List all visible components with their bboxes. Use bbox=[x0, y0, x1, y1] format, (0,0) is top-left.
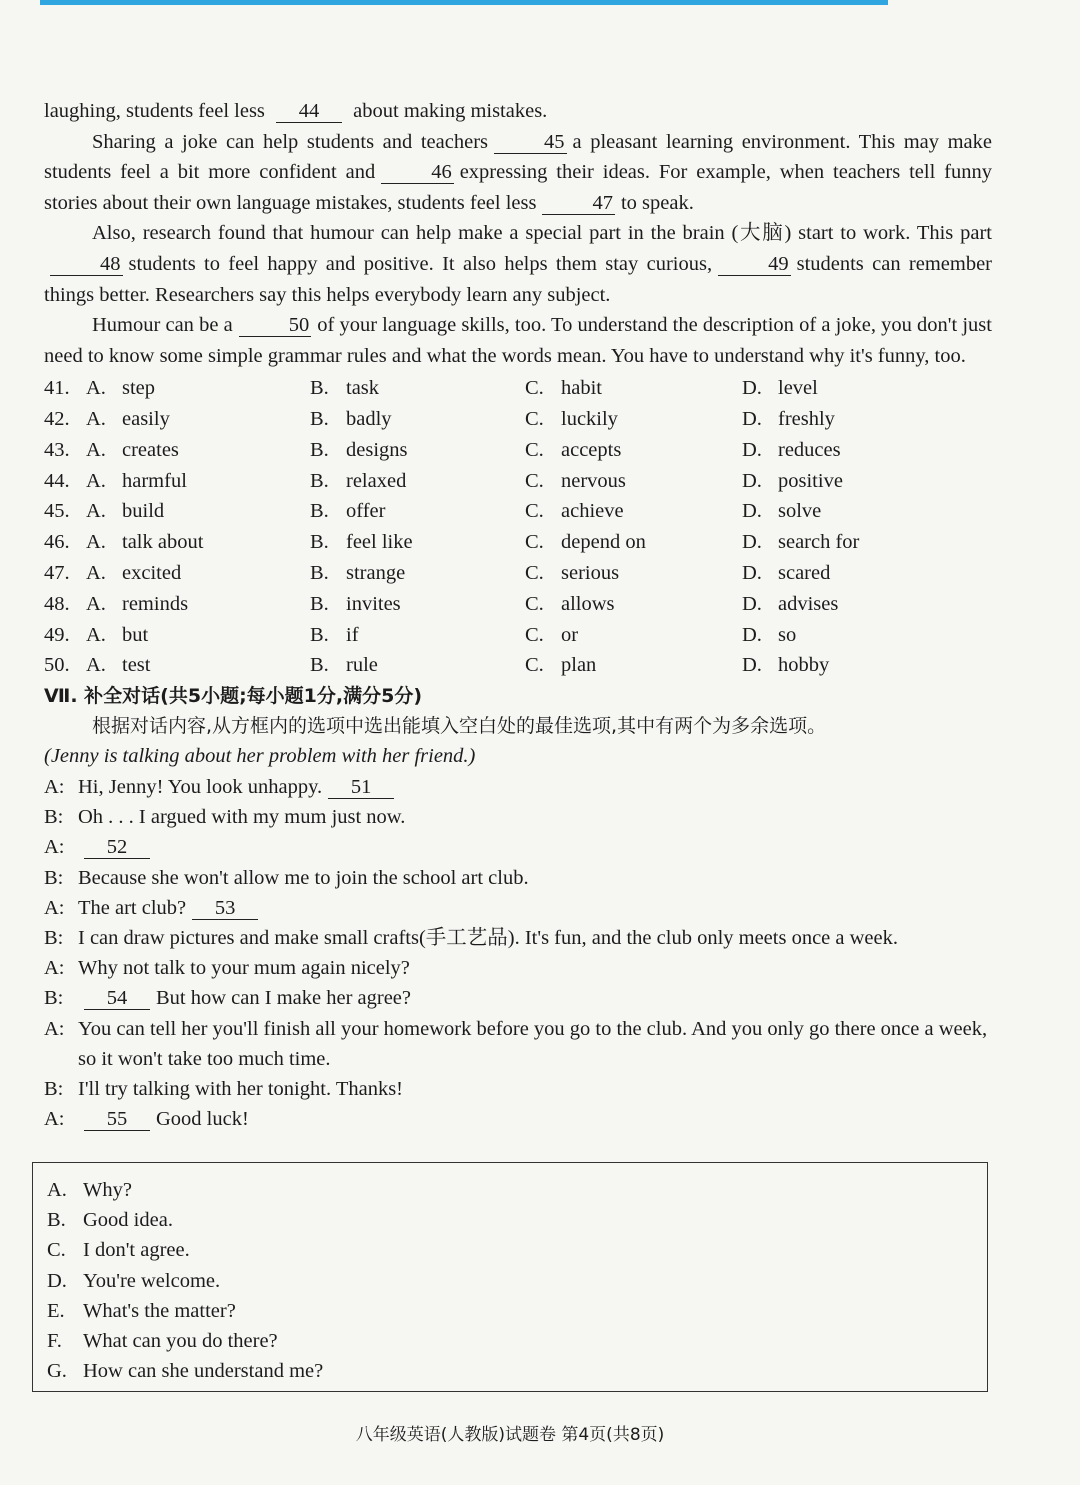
dialogue-text: You can tell her you'll finish all your homework before you go to the club. And you only go there once a week, so it won't take too much time. bbox=[78, 1017, 988, 1070]
option-text: harmful bbox=[122, 469, 187, 492]
speaker: A: bbox=[44, 1108, 65, 1131]
section-title: Ⅶ. 补全对话(共5小题;每小题1分,满分5分) bbox=[44, 685, 423, 708]
option-letter: B. bbox=[310, 408, 329, 431]
dialogue-text: The art club? bbox=[78, 896, 187, 919]
passage-paragraph-1: laughing, students feel less 44 about making mistakes. bbox=[44, 100, 548, 122]
option-letter: A. bbox=[86, 500, 106, 523]
option-letter: A. bbox=[86, 469, 106, 492]
question-number: 47. bbox=[44, 562, 70, 585]
option-d bbox=[742, 377, 942, 400]
dialogue-line bbox=[44, 863, 992, 893]
option-letter: B. bbox=[310, 469, 329, 492]
option-letter: C. bbox=[525, 592, 544, 615]
option-text: level bbox=[778, 377, 818, 400]
option-text: offer bbox=[346, 500, 386, 523]
option-letter: A. bbox=[86, 562, 106, 585]
option-c bbox=[525, 654, 742, 677]
answer-option bbox=[47, 1326, 987, 1356]
option-letter: C. bbox=[525, 438, 544, 461]
option-letter: A. bbox=[86, 623, 106, 646]
dialogue-line bbox=[44, 802, 992, 832]
option-b bbox=[310, 408, 525, 431]
answer-option bbox=[47, 1356, 987, 1386]
question-number: 45. bbox=[44, 500, 70, 523]
option-letter: C. bbox=[525, 562, 544, 585]
option-text: badly bbox=[346, 408, 392, 431]
dialogue-line bbox=[44, 1104, 992, 1134]
question-number: 44. bbox=[44, 469, 70, 492]
option-text: achieve bbox=[561, 500, 624, 523]
answer-option bbox=[47, 1296, 987, 1326]
passage-paragraph-4: Humour can be a 50 of your language skills, too. To understand the description of a joke, you don't just need to know some simple grammar rules and what the words mean. You have to understand why it's funny, too. bbox=[44, 314, 992, 367]
option-text: scared bbox=[778, 562, 831, 585]
option-text: solve bbox=[778, 500, 822, 523]
question-number: 48. bbox=[44, 592, 70, 615]
option-text: so bbox=[778, 623, 797, 646]
option-row bbox=[44, 589, 992, 620]
option-text: strange bbox=[346, 562, 406, 585]
question-number: 49. bbox=[44, 623, 70, 646]
option-b bbox=[310, 531, 525, 554]
option-d bbox=[742, 654, 942, 677]
option-text: feel like bbox=[346, 531, 413, 554]
dialogue-blank: 54 bbox=[84, 987, 150, 1010]
dialogue-text: Hi, Jenny! You look unhappy. bbox=[78, 775, 323, 798]
option-a bbox=[86, 531, 310, 554]
option-text: designs bbox=[346, 438, 408, 461]
speaker: A: bbox=[44, 836, 65, 859]
option-c bbox=[525, 624, 742, 647]
blank-45: 45 bbox=[494, 131, 567, 154]
option-c bbox=[525, 439, 742, 462]
blank-44: 44 bbox=[276, 100, 342, 123]
option-letter: D. bbox=[742, 531, 762, 554]
answer-letter: G. bbox=[47, 1360, 67, 1383]
option-row bbox=[44, 497, 992, 528]
option-a bbox=[86, 470, 310, 493]
option-letter: D. bbox=[742, 562, 762, 585]
dialogue-line bbox=[44, 983, 992, 1013]
option-letter: B. bbox=[310, 654, 329, 677]
option-text: or bbox=[561, 623, 579, 646]
cloze-options bbox=[44, 373, 992, 681]
question-number: 46. bbox=[44, 531, 70, 554]
option-letter: A. bbox=[86, 531, 106, 554]
option-text: depend on bbox=[561, 531, 646, 554]
option-text: serious bbox=[561, 562, 620, 585]
dialogue-blank: 55 bbox=[84, 1108, 150, 1131]
answer-letter: F. bbox=[47, 1330, 62, 1353]
option-text: task bbox=[346, 377, 380, 400]
option-text: luckily bbox=[561, 408, 618, 431]
option-text: step bbox=[122, 377, 156, 400]
dialogue-line bbox=[44, 923, 992, 953]
dialogue-blank: 52 bbox=[84, 836, 150, 859]
option-row bbox=[44, 620, 992, 651]
speaker: A: bbox=[44, 1017, 65, 1040]
question-number: 43. bbox=[44, 438, 70, 461]
speaker: A: bbox=[44, 775, 65, 798]
option-text: search for bbox=[778, 531, 860, 554]
dialogue bbox=[44, 772, 992, 1134]
speaker: B: bbox=[44, 1077, 64, 1100]
option-row bbox=[44, 466, 992, 497]
option-letter: D. bbox=[742, 500, 762, 523]
option-b bbox=[310, 654, 525, 677]
option-letter: C. bbox=[525, 500, 544, 523]
option-a bbox=[86, 654, 310, 677]
answer-text: What's the matter? bbox=[83, 1299, 236, 1322]
option-b bbox=[310, 593, 525, 616]
section-instruction: 根据对话内容,从方框内的选项中选出能填入空白处的最佳选项,其中有两个为多余选项。 bbox=[92, 715, 827, 738]
option-a bbox=[86, 500, 310, 523]
dialogue-text: Oh . . . I argued with my mum just now. bbox=[78, 806, 406, 829]
option-letter: A. bbox=[86, 654, 106, 677]
option-b bbox=[310, 377, 525, 400]
dialogue-line bbox=[44, 1014, 992, 1074]
speaker: B: bbox=[44, 866, 64, 889]
option-a bbox=[86, 408, 310, 431]
answer-letter: C. bbox=[47, 1239, 66, 1262]
dialogue-text-after: But how can I make her agree? bbox=[156, 987, 411, 1010]
dialogue-text: I can draw pictures and make small crafts(手工艺品). It's fun, and the club only meets once a week. bbox=[78, 926, 898, 949]
option-d bbox=[742, 500, 942, 523]
answer-text: What can you do there? bbox=[83, 1330, 278, 1353]
option-letter: B. bbox=[310, 500, 329, 523]
option-text: rule bbox=[346, 654, 378, 677]
exam-page bbox=[44, 96, 992, 1134]
option-letter: B. bbox=[310, 623, 329, 646]
option-text: if bbox=[346, 623, 359, 646]
option-d bbox=[742, 470, 942, 493]
option-d bbox=[742, 593, 942, 616]
option-text: build bbox=[122, 500, 165, 523]
answer-letter: A. bbox=[47, 1179, 67, 1201]
option-letter: D. bbox=[742, 623, 762, 646]
dialogue-blank: 51 bbox=[328, 776, 394, 799]
option-row bbox=[44, 373, 992, 404]
option-b bbox=[310, 624, 525, 647]
option-text: creates bbox=[122, 438, 179, 461]
question-number: 50. bbox=[44, 654, 70, 677]
blank-50: 50 bbox=[239, 314, 312, 337]
answer-text: Good idea. bbox=[83, 1209, 173, 1232]
speaker: A: bbox=[44, 896, 65, 919]
option-letter: A. bbox=[86, 377, 106, 400]
option-letter: D. bbox=[742, 469, 762, 492]
option-a bbox=[86, 377, 310, 400]
passage-paragraph-2: Sharing a joke can help students and teachers 45 a pleasant learning environment. This may make students feel a bit more confident and 46 expressing their ideas. For example, when teachers tell funny stories about their own language mistakes, students feel less 47 to speak. bbox=[44, 130, 992, 214]
question-number: 42. bbox=[44, 408, 70, 431]
answer-option bbox=[47, 1266, 987, 1296]
dialogue-context: (Jenny is talking about her problem with her friend.) bbox=[44, 745, 476, 768]
blank-47: 47 bbox=[542, 192, 615, 215]
dialogue-text: I'll try talking with her tonight. Thanks! bbox=[78, 1077, 404, 1100]
option-text: advises bbox=[778, 592, 839, 615]
option-c bbox=[525, 562, 742, 585]
option-letter: C. bbox=[525, 408, 544, 431]
option-d bbox=[742, 408, 942, 431]
option-letter: D. bbox=[742, 654, 762, 677]
option-b bbox=[310, 500, 525, 523]
option-letter: B. bbox=[310, 438, 329, 461]
option-text: reduces bbox=[778, 438, 841, 461]
answer-text: How can she understand me? bbox=[83, 1360, 324, 1383]
speaker: A: bbox=[44, 957, 65, 980]
option-c bbox=[525, 408, 742, 431]
speaker: B: bbox=[44, 987, 64, 1010]
option-letter: C. bbox=[525, 654, 544, 677]
option-row bbox=[44, 651, 992, 682]
option-text: talk about bbox=[122, 531, 204, 554]
option-letter: B. bbox=[310, 531, 329, 554]
answer-options-box bbox=[32, 1162, 988, 1392]
option-letter: C. bbox=[525, 531, 544, 554]
blank-49: 49 bbox=[718, 253, 791, 276]
answer-text: I don't agree. bbox=[83, 1239, 190, 1262]
option-d bbox=[742, 531, 942, 554]
speaker: B: bbox=[44, 806, 64, 829]
option-letter: A. bbox=[86, 438, 106, 461]
dialogue-blank: 53 bbox=[192, 897, 258, 920]
option-a bbox=[86, 439, 310, 462]
option-d bbox=[742, 439, 942, 462]
option-letter: C. bbox=[525, 469, 544, 492]
option-row bbox=[44, 558, 992, 589]
dialogue-text-after: Good luck! bbox=[156, 1108, 249, 1131]
option-row bbox=[44, 404, 992, 435]
option-a bbox=[86, 593, 310, 616]
option-text: easily bbox=[122, 408, 170, 431]
option-c bbox=[525, 500, 742, 523]
blank-48: 48 bbox=[50, 253, 123, 276]
option-text: accepts bbox=[561, 438, 622, 461]
option-text: test bbox=[122, 654, 151, 677]
option-b bbox=[310, 562, 525, 585]
option-text: allows bbox=[561, 592, 615, 615]
option-text: excited bbox=[122, 562, 182, 585]
option-letter: B. bbox=[310, 592, 329, 615]
answer-option bbox=[47, 1235, 987, 1265]
option-d bbox=[742, 562, 942, 585]
option-letter: A. bbox=[86, 408, 106, 431]
option-letter: A. bbox=[86, 592, 106, 615]
dialogue-line bbox=[44, 772, 992, 802]
option-letter: B. bbox=[310, 377, 329, 400]
answer-text: Why? bbox=[83, 1179, 132, 1201]
option-d bbox=[742, 624, 942, 647]
speaker: B: bbox=[44, 926, 64, 949]
option-text: reminds bbox=[122, 592, 189, 615]
dialogue-line bbox=[44, 893, 992, 923]
option-row bbox=[44, 435, 992, 466]
option-letter: B. bbox=[310, 562, 329, 585]
option-c bbox=[525, 593, 742, 616]
question-number: 41. bbox=[44, 377, 70, 400]
option-text: relaxed bbox=[346, 469, 407, 492]
option-letter: D. bbox=[742, 592, 762, 615]
option-letter: C. bbox=[525, 623, 544, 646]
option-row bbox=[44, 527, 992, 558]
option-text: nervous bbox=[561, 469, 626, 492]
answer-option bbox=[47, 1175, 987, 1205]
answer-letter: E. bbox=[47, 1299, 65, 1322]
option-b bbox=[310, 439, 525, 462]
dialogue-line bbox=[44, 953, 992, 983]
option-text: positive bbox=[778, 469, 843, 492]
blank-46: 46 bbox=[381, 161, 454, 184]
option-c bbox=[525, 531, 742, 554]
option-text: freshly bbox=[778, 408, 835, 431]
answer-letter: D. bbox=[47, 1269, 67, 1292]
option-letter: D. bbox=[742, 438, 762, 461]
dialogue-text: Because she won't allow me to join the school art club. bbox=[78, 866, 529, 889]
top-accent-bar bbox=[40, 0, 888, 5]
option-letter: D. bbox=[742, 408, 762, 431]
option-letter: C. bbox=[525, 377, 544, 400]
dialogue-text: Why not talk to your mum again nicely? bbox=[78, 957, 410, 980]
option-b bbox=[310, 470, 525, 493]
dialogue-line bbox=[44, 1074, 992, 1104]
option-text: plan bbox=[561, 654, 597, 677]
answer-text: You're welcome. bbox=[83, 1269, 221, 1292]
option-text: invites bbox=[346, 592, 401, 615]
answer-letter: B. bbox=[47, 1209, 66, 1232]
option-a bbox=[86, 562, 310, 585]
dialogue-line bbox=[44, 832, 992, 862]
answer-option bbox=[47, 1205, 987, 1235]
option-c bbox=[525, 470, 742, 493]
option-text: hobby bbox=[778, 654, 830, 677]
option-a bbox=[86, 624, 310, 647]
option-text: but bbox=[122, 623, 149, 646]
option-c bbox=[525, 377, 742, 400]
option-text: habit bbox=[561, 377, 602, 400]
option-letter: D. bbox=[742, 377, 762, 400]
page-footer: 八年级英语(人教版)试题卷 第4页(共8页) bbox=[355, 1425, 665, 1445]
passage-paragraph-3: Also, research found that humour can help make a special part in the brain (大脑) start to work. This part48 students to feel happy and positive. It also helps them stay curious, 49 students can remember things better. Researchers say this helps everybody learn any subject. bbox=[44, 222, 992, 306]
